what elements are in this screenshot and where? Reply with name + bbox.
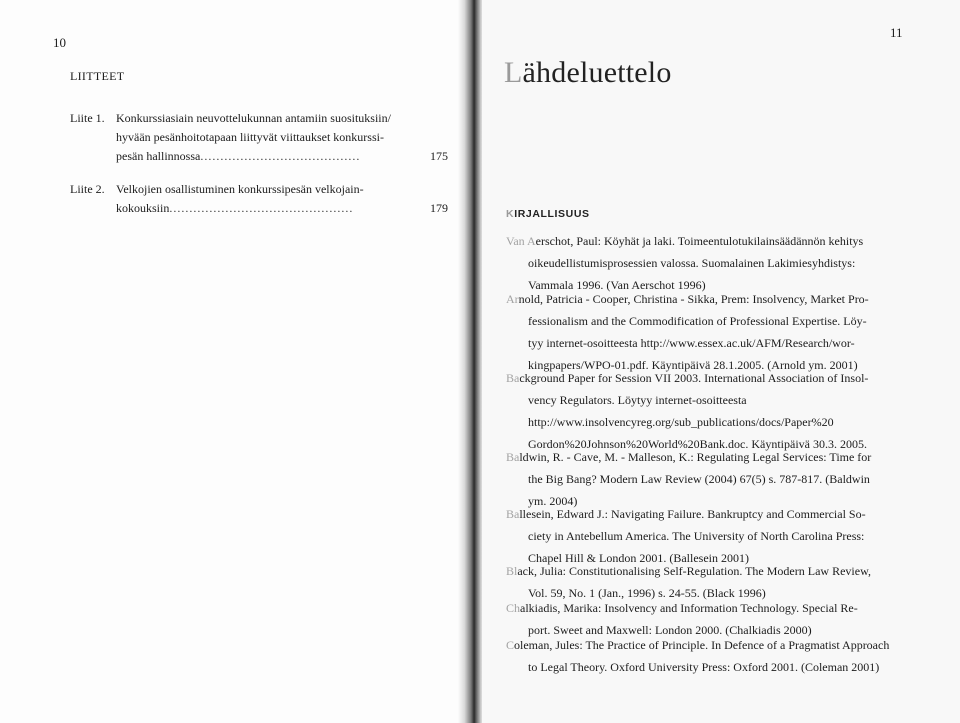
reference-line: fessionalism and the Commodification of Professional Expertise. Löy- [528,314,867,328]
reference-entry [506,288,946,376]
appendix-page-number: 175 [430,149,448,163]
appendix-title-line: Velkojien osallistuminen konkurssipesän velkojain- [116,182,364,196]
reference-line [506,230,946,252]
reference-line: http://www.insolvencyreg.org/sub_publications/docs/Paper%20 [528,415,834,429]
reference-line [506,597,946,619]
reference-author-faded: Ar [506,292,519,306]
appendices-heading: LIITTEET [70,69,125,83]
reference-author-faded: Ba [506,450,520,464]
appendix-title [116,180,448,218]
reference-line: tyy internet-osoitteesta http://www.essex.ac.uk/AFM/Research/wor- [528,336,855,350]
title-rest: ähdeluettelo [522,56,672,89]
reference-line: oikeudellistumisprosessien valossa. Suomalainen Lakimiesyhdistys: [528,256,856,270]
reference-entry [506,634,946,678]
left-page [0,0,466,723]
appendix-title-line: kokouksiin [116,201,170,215]
appendix-title-line: pesän hallinnossa [116,149,201,163]
reference-text: oleman, Jules: The Practice of Principle. In Defence of a Pragmatist Approach [514,638,890,652]
reference-line: vency Regulators. Löytyy internet-osoitteesta [528,393,747,407]
appendix-title-line: hyvään pesänhoitotapaan liittyvät viittaukset konkurssi- [116,130,384,144]
literature-subheading [506,208,590,220]
title-faded-part: L [504,56,523,89]
reference-entry [506,230,946,296]
reference-author-faded: Van A [506,234,536,248]
book-gutter [458,0,484,723]
reference-text: ldwin, R. - Cave, M. - Malleson, K.: Regulating Legal Services: Time for [519,450,872,464]
reference-line [506,560,946,582]
reference-line: Gordon%20Johnson%20World%20Bank.doc. Käyntipäivä 30.3. 2005. [528,437,867,451]
reference-line: Vol. 59, No. 1 (Jan., 1996) s. 24-55. (Black 1996) [528,586,766,600]
subheading-rest: IRJALLISUUS [514,208,590,220]
reference-line: the Big Bang? Modern Law Review (2004) 67(5) s. 787-817. (Baldwin [528,472,870,486]
reference-line [506,446,946,468]
reference-line: ym. 2004) [528,494,578,508]
reference-author-faded: Bl [506,564,518,578]
reference-text: erschot, Paul: Köyhät ja laki. Toimeentulotukilainsäädännön kehitys [535,234,864,248]
leader-dots: .............................................. [169,201,354,215]
reference-entry [506,367,946,455]
appendix-title-line: Konkurssiasiain neuvottelukunnan antamiin suosituksiin/ [116,111,391,125]
appendix-title [116,109,448,166]
reference-author-faded: Ba [506,507,520,521]
reference-text: ckground Paper for Session VII 2003. International Association of Insol- [519,371,869,385]
reference-line: kingpapers/WPO-01.pdf. Käyntipäivä 28.1.2005. (Arnold ym. 2001) [528,358,858,372]
reference-line: Vammala 1996. (Van Aerschot 1996) [528,278,706,292]
reference-author-faded: Ba [506,371,520,385]
reference-line [506,634,946,656]
right-page [482,0,960,723]
appendix-label: Liite 2. [70,182,105,196]
left-page-number: 10 [53,35,66,50]
page-title [504,56,672,90]
appendix-title-line-last [116,199,448,218]
reference-author-faded: Ch [506,601,521,615]
right-page-number: 11 [890,25,903,40]
leader-dots: ........................................ [200,149,361,163]
reference-author-faded: C [506,638,515,652]
reference-text: llesein, Edward J.: Navigating Failure. Bankruptcy and Commercial So- [519,507,866,521]
reference-text: ack, Julia: Constitutionalising Self-Regulation. The Modern Law Review, [517,564,871,578]
reference-line [506,288,946,310]
appendix-label: Liite 1. [70,111,105,125]
reference-text: alkiadis, Marika: Insolvency and Information Technology. Special Re- [520,601,858,615]
reference-line: to Legal Theory. Oxford University Press: Oxford 2001. (Coleman 2001) [528,660,880,674]
reference-line: ciety in Antebellum America. The University of North Carolina Press: [528,529,865,543]
reference-line: port. Sweet and Maxwell: London 2000. (Chalkiadis 2000) [528,623,812,637]
subheading-faded-part: K [506,208,515,220]
reference-line: Chapel Hill & London 2001. (Ballesein 2001) [528,551,749,565]
reference-text: nold, Patricia - Cooper, Christina - Sikka, Prem: Insolvency, Market Pro- [518,292,869,306]
reference-line [506,503,946,525]
appendix-page-number: 179 [430,201,448,215]
appendix-title-line-last [116,147,448,166]
reference-line [506,367,946,389]
